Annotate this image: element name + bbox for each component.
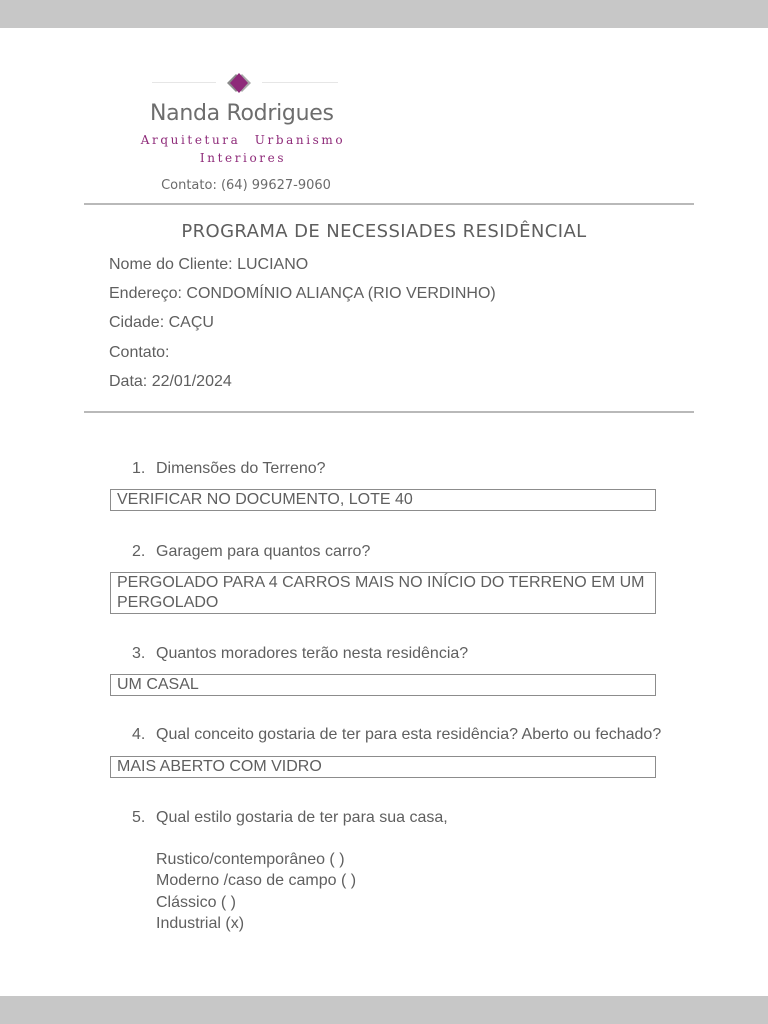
answer-box-3: UM CASAL [110,674,656,696]
question-4 [132,726,661,744]
contact: Contato: [109,344,170,361]
date: Data: 22/01/2024 [109,373,232,390]
brand-contact: Contato: (64) 99627-9060 [161,178,331,193]
style-option-moderno: Moderno /caso de campo ( ) [156,872,357,889]
question-1 [132,460,326,478]
style-option-classico: Clássico ( ) [156,894,237,911]
address: Endereço: CONDOMÍNIO ALIANÇA (RIO VERDINHO) [109,285,496,302]
question-number: 2. [132,543,146,560]
question-5 [132,809,448,827]
answer-box-4: MAIS ABERTO COM VIDRO [110,756,656,778]
logo-line-right [262,82,338,83]
question-3 [132,645,468,663]
logo-line-left [152,82,216,83]
diamond-logo-icon [217,70,261,96]
question-number: 1. [132,460,146,477]
document-title: PROGRAMA DE NECESSIADES RESIDÊNCIAL [181,221,587,242]
question-text: Qual estilo gostaria de ter para sua casa, [156,809,448,826]
city: Cidade: CAÇU [109,314,214,331]
answer-box-1: VERIFICAR NO DOCUMENTO, LOTE 40 [110,489,656,511]
divider-bottom [84,411,694,413]
question-text: Qual conceito gostaria de ter para esta residência? Aberto ou fechado? [156,726,662,743]
document-page [0,28,768,996]
question-number: 3. [132,645,146,662]
answer-box-2: PERGOLADO PARA 4 CARROS MAIS NO INÍCIO DO TERRENO EM UM PERGOLADO [110,572,656,614]
brand-name: Nanda Rodrigues [150,101,334,126]
style-option-industrial: Industrial (x) [156,915,245,932]
question-text: Dimensões do Terreno? [156,460,326,477]
question-number: 5. [132,809,146,826]
question-text: Garagem para quantos carro? [156,543,371,560]
question-2 [132,543,370,561]
question-text: Quantos moradores terão nesta residência? [156,645,469,662]
style-option-rustico: Rustico/contemporâneo ( ) [156,851,345,868]
question-number: 4. [132,726,146,743]
brand-subtitle-2: Interiores [199,151,287,165]
brand-subtitle: Arquitetura Urbanismo [140,133,346,147]
divider-top [84,203,694,205]
client-name: Nome do Cliente: LUCIANO [109,256,309,273]
